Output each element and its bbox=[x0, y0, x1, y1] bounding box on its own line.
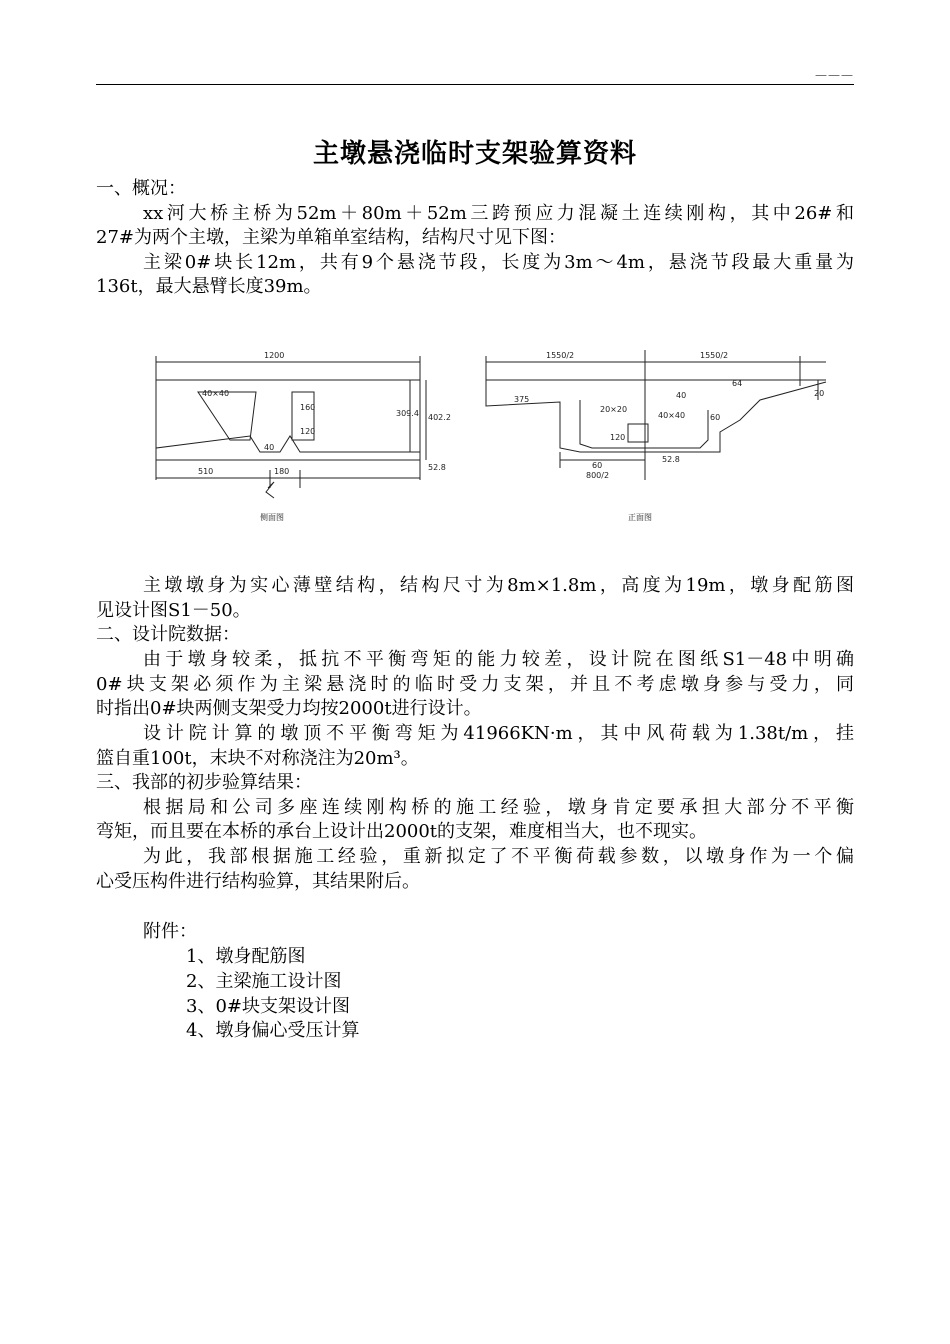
paragraph-line: 由于墩身较柔，抵抗不平衡弯矩的能力较差，设计院在图纸S1－48中明确 bbox=[143, 649, 854, 670]
side-dim-height-inner: 309.4 bbox=[396, 409, 419, 418]
paragraph-line: 136t，最大悬臂长度39m。 bbox=[96, 276, 322, 297]
paragraph-line: 设计院计算的墩顶不平衡弯矩为41966KN·m，其中风荷载为1.38t/m，挂 bbox=[143, 723, 854, 744]
front-dim-web-h: 120 bbox=[610, 433, 626, 442]
attachment-item: 3、0#块支架设计图 bbox=[186, 996, 350, 1017]
attachment-item: 2、主梁施工设计图 bbox=[186, 971, 342, 992]
attachment-item: 1、墩身配筋图 bbox=[186, 946, 306, 967]
paragraph-line: 主墩墩身为实心薄壁结构，结构尺寸为8m×1.8m，高度为19m，墩身配筋图 bbox=[143, 575, 854, 596]
attachments-heading: 附件： bbox=[143, 921, 197, 942]
document-title: 主墩悬浇临时支架验算资料 bbox=[312, 139, 637, 169]
attachment-item: 4、墩身偏心受压计算 bbox=[186, 1020, 360, 1041]
front-dim-cantilever: 375 bbox=[514, 395, 530, 404]
paragraph-line: 27#为两个主墩，主梁为单箱单室结构，结构尺寸见下图： bbox=[96, 227, 566, 248]
side-dim-width: 1200 bbox=[264, 351, 285, 360]
front-dim-top-40: 40 bbox=[676, 391, 687, 400]
paragraph-line: 主梁0#块长12m，共有9个悬浇节段，长度为3m～4m，悬浇节段最大重量为 bbox=[143, 252, 854, 273]
side-dim-haunch: 40×40 bbox=[202, 389, 230, 398]
side-dim-web-hole: 160 bbox=[300, 403, 316, 412]
front-dim-half-left: 1550/2 bbox=[546, 351, 575, 360]
front-dim-bottom-half: 800/2 bbox=[586, 471, 610, 480]
header-mark: ——— bbox=[815, 68, 854, 82]
paragraph-line: 根据局和公司多座连续刚构桥的施工经验，墩身肯定要承担大部分不平衡 bbox=[143, 797, 854, 818]
header-rule bbox=[96, 84, 854, 85]
front-dim-bottom-60: 60 bbox=[592, 461, 603, 470]
front-dim-haunch: 40×40 bbox=[658, 411, 686, 420]
paragraph-line: 心受压构件进行结构验算，其结果附后。 bbox=[96, 871, 420, 892]
side-view-caption: 侧面图 bbox=[260, 513, 284, 522]
front-dim-chamfer-top: 20×20 bbox=[600, 405, 628, 414]
paragraph-line: 时指出0#块两侧支架受力均按2000t进行设计。 bbox=[96, 698, 482, 719]
side-dim-web-hole-lower: 120 bbox=[300, 427, 316, 436]
front-dim-bottom-528: 52.8 bbox=[662, 455, 680, 464]
cross-section-figure bbox=[140, 340, 840, 540]
section-heading-design-data: 二、设计院数据： bbox=[96, 624, 240, 645]
paragraph-line: xx河大桥主桥为52m＋80m＋52m三跨预应力混凝土连续刚构，其中26#和 bbox=[143, 203, 854, 224]
side-dim-pier: 180 bbox=[274, 467, 290, 476]
front-dim-half-right: 1550/2 bbox=[700, 351, 729, 360]
side-dim-left-span: 510 bbox=[198, 467, 214, 476]
section-heading-overview: 一、概况： bbox=[96, 178, 186, 199]
cross-section-drawing bbox=[140, 340, 840, 540]
section-heading-results: 三、我部的初步验算结果： bbox=[96, 772, 312, 793]
paragraph-line: 弯矩，而且要在本桥的承台上设计出2000t的支架，难度相当大，也不现实。 bbox=[96, 821, 708, 842]
paragraph-line: 篮自重100t，末块不对称浇注为20m³。 bbox=[96, 748, 419, 769]
side-dim-height-total: 402.2 bbox=[428, 413, 451, 422]
side-dim-bottom: 52.8 bbox=[428, 463, 446, 472]
front-dim-inner-60: 60 bbox=[710, 413, 721, 422]
front-view-caption: 正面图 bbox=[628, 513, 652, 522]
paragraph-line: 见设计图S1－50。 bbox=[96, 600, 251, 621]
side-dim-fillet: 40 bbox=[264, 443, 275, 452]
front-dim-top-64: 64 bbox=[732, 379, 743, 388]
front-dim-edge-20: 20 bbox=[814, 389, 825, 398]
paragraph-line: 0#块支架必须作为主梁悬浇时的临时受力支架，并且不考虑墩身参与受力，同 bbox=[96, 674, 854, 695]
paragraph-line: 为此，我部根据施工经验，重新拟定了不平衡荷载参数，以墩身作为一个偏 bbox=[143, 846, 854, 867]
